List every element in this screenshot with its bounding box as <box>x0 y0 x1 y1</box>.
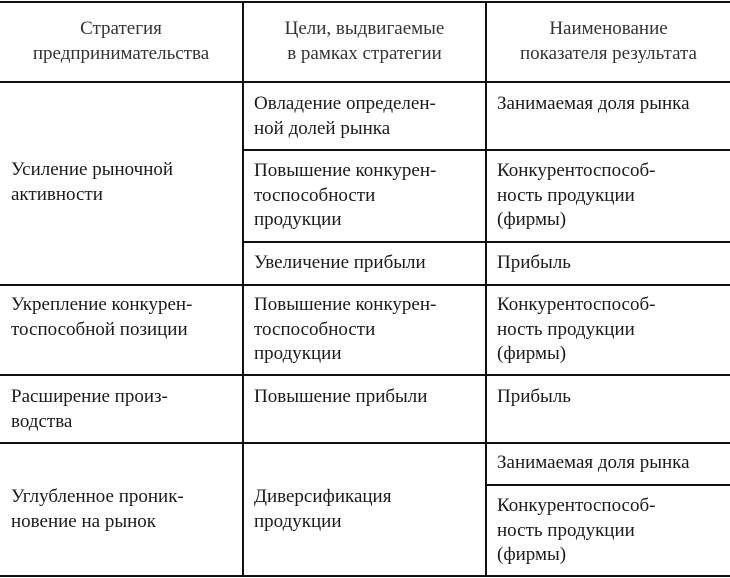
goal-cell <box>254 251 426 276</box>
cell-text: активности <box>11 183 103 205</box>
cell-text: тоспособной позиции <box>11 318 188 340</box>
cell-text: продукции <box>254 510 342 532</box>
goal-cell <box>254 92 436 141</box>
cell-text: Укрепление конкурен- <box>11 294 193 315</box>
cell-text: Конкурентоспособ- <box>497 495 656 516</box>
cell-text: Занимаемая доля рынка <box>497 93 690 114</box>
header-text: показателя результата <box>519 42 697 64</box>
column-divider <box>242 1 244 577</box>
cell-text: (фирмы) <box>497 544 567 565</box>
goal-cell <box>254 385 427 410</box>
cell-text: Усиление рыночной <box>11 159 174 180</box>
cell-text: Углубленное проник- <box>11 486 184 507</box>
cell-text: Овладение определен- <box>254 93 436 114</box>
goal-cell <box>254 159 436 233</box>
cell-text: Прибыль <box>497 386 571 407</box>
header-text: предпринимательства <box>32 42 210 64</box>
cell-text: Конкурентоспособ- <box>497 294 656 315</box>
indicator-cell <box>497 159 656 233</box>
cell-text: тоспособности <box>254 318 376 340</box>
strategy-cell <box>11 293 192 342</box>
cell-text: ность продукции <box>497 184 635 206</box>
cell-text: Диверсификация <box>254 486 392 507</box>
header-text: Цели, выдвигаемые <box>284 18 445 39</box>
cell-text: тоспособности <box>254 184 376 206</box>
header-text: в рамках стратегии <box>287 42 442 64</box>
cell-text: ной долей рынка <box>254 117 391 139</box>
indicator-cell <box>497 92 690 117</box>
goal-cell <box>254 485 391 534</box>
cell-text: Увеличение прибыли <box>254 252 426 273</box>
header-text: Стратегия <box>80 18 162 39</box>
cell-text: Повышение конкурен- <box>254 294 437 315</box>
cell-text: Конкурентоспособ- <box>497 160 656 181</box>
cell-text: (фирмы) <box>497 343 567 364</box>
cell-text: Занимаемая доля рынка <box>497 452 690 473</box>
header-goals <box>244 17 485 66</box>
header-bottom-border <box>0 81 730 83</box>
indicator-cell <box>497 494 656 568</box>
row-divider <box>0 374 730 376</box>
cell-text: Повышение конкурен- <box>254 160 437 181</box>
row-divider <box>0 284 730 286</box>
cell-text: ность продукции <box>497 318 635 340</box>
cell-text: Повышение прибыли <box>254 386 428 407</box>
cell-text: продукции <box>254 209 342 230</box>
indicator-cell <box>497 385 571 410</box>
table-top-border <box>0 1 730 3</box>
header-text: Наименование <box>549 18 668 39</box>
goal-cell <box>254 293 436 367</box>
table-bottom-border <box>0 575 730 577</box>
indicator-cell <box>497 251 571 276</box>
cell-text: Расширение произ- <box>11 386 168 407</box>
strategy-cell <box>11 385 168 434</box>
cell-text: ность продукции <box>497 519 635 541</box>
indicator-cell <box>497 293 656 367</box>
strategy-cell <box>11 485 184 534</box>
row-divider <box>485 484 730 486</box>
cell-text: водства <box>11 410 73 432</box>
header-indicator <box>487 17 730 66</box>
row-divider <box>0 442 730 444</box>
strategy-cell <box>11 158 173 207</box>
cell-text: новение на рынок <box>11 510 156 532</box>
cell-text: Прибыль <box>497 252 571 273</box>
cell-text: (фирмы) <box>497 209 567 230</box>
indicator-cell <box>497 451 690 476</box>
column-divider <box>485 1 487 577</box>
header-strategy <box>0 17 242 66</box>
cell-text: продукции <box>254 343 342 364</box>
